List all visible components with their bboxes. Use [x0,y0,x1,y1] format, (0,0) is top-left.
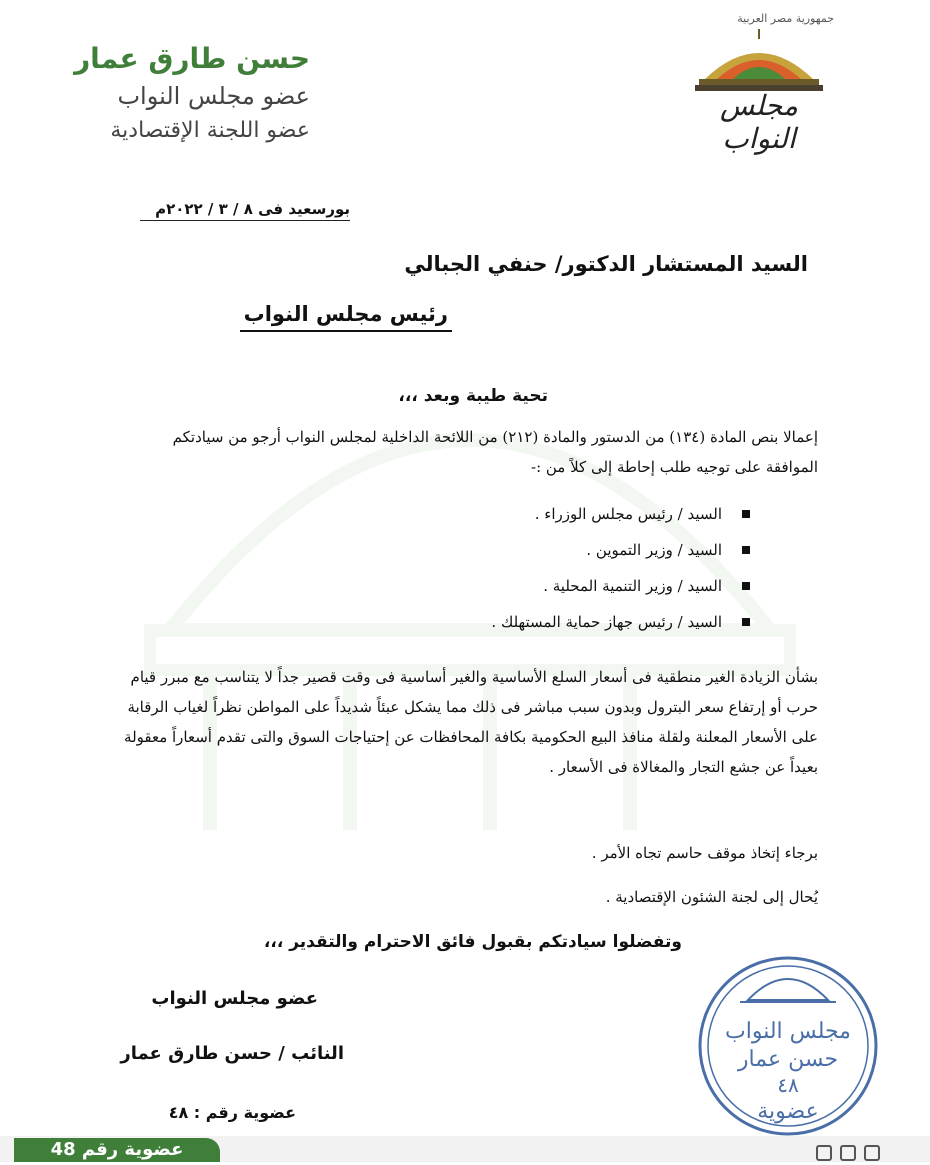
twitter-icon [864,1145,880,1161]
recipients-list [330,496,750,640]
referral-line: يُحال إلى لجنة الشئون الإقتصادية . [605,888,818,906]
signature-role: عضو مجلس النواب [151,988,318,1009]
member-header [60,40,310,148]
official-stamp [696,954,880,1138]
signature-membership: عضوية رقم : ٤٨ [168,1103,296,1122]
recipient-label: السيد / رئيس جهاز حماية المستهلك . [491,613,722,631]
list-item [330,604,750,640]
recipient-label: السيد / رئيس مجلس الوزراء . [534,505,722,523]
addressee-title: رئيس مجلس النواب [240,302,452,332]
recipient-label: السيد / وزير التموين . [586,541,722,559]
request-line: برجاء إتخاذ موقف حاسم تجاه الأمر . [591,844,818,862]
stamp-line-3: ٤٨ [777,1073,799,1097]
subject-paragraph: بشأن الزيادة الغير منطقية فى أسعار السلع الأساسية والغير أساسية فى وقت قصير جداً لا يتناسب مع مبرر قيام حرب أو إرتفاع سعر البترول وبدون سبب مباشر فى ذلك مما يشكل عبئاً شديداً على المواطن نظراً لغياب الرقابة على الأسعار المعلنة ولقلة منافذ البيع الحكومية بكافة المحافظات عن إحتياجات السوق والتى تقدم أسعاراً معقولة بعيداً عن جشع التجار والمغالاة فى الأسعار . [124,668,818,776]
republic-label: جمهورية مصر العربية [737,12,834,25]
list-item [330,568,750,604]
facebook-icon [840,1145,856,1161]
footer-social-icons [808,1145,880,1165]
stamp-line-2: حسن عمار [737,1047,839,1072]
date-line: بورسعيد فى ٨ / ٣ / ٢٠٢٢م [140,200,350,221]
committee-role: عضو اللجنة الإقتصادية [110,118,310,143]
addressee-name: السيد المستشار الدكتور/ حنفي الجبالي [404,252,808,276]
member-role: عضو مجلس النواب [117,82,310,110]
closing-line: وتفضلوا سيادتكم بقبول فائق الاحترام والتقدير ،،، [263,932,682,952]
stamp-line-1: مجلس النواب [725,1019,851,1044]
bullet-icon [742,582,750,590]
list-item [330,532,750,568]
greeting: تحية طيبة وبعد ،،، [398,386,548,406]
list-item [330,496,750,532]
logo-text: مجلس النواب [719,89,799,155]
member-name: حسن طارق عمار [74,42,310,75]
stamp-line-4: عضوية [757,1099,819,1124]
bullet-icon [742,546,750,554]
bullet-icon [742,510,750,518]
stamp-dome-icon [748,979,828,1000]
recipient-label: السيد / وزير التنمية المحلية . [543,577,722,595]
instagram-icon [816,1145,832,1161]
bullet-icon [742,618,750,626]
dome-icon [689,27,829,93]
membership-badge: عضوية رقم 48 [14,1138,220,1162]
signature-name: النائب / حسن طارق عمار [120,1043,344,1064]
parliament-logo [684,12,834,155]
opening-paragraph: إعمالا بنص المادة (١٣٤) من الدستور والمادة (٢١٢) من اللائحة الداخلية لمجلس النواب أرجو من سيادتكم الموافقة على توجيه طلب إحاطة إلى كلاً من :- [172,428,818,476]
